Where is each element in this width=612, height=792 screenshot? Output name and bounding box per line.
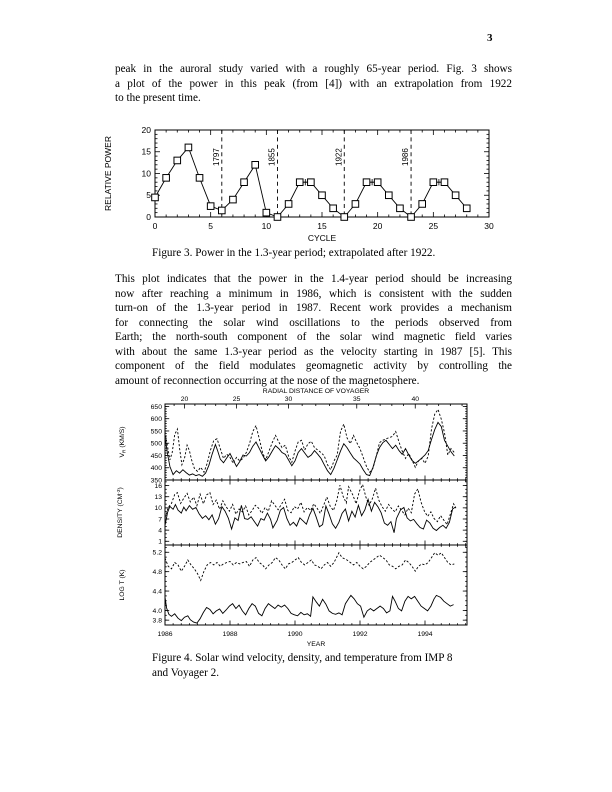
fig3-ytick-label: 5 (146, 190, 151, 201)
fig3-square-marker (241, 179, 248, 186)
fig4-ytick-label: 7 (158, 516, 162, 524)
fig3-square-marker (252, 162, 259, 169)
text-line: component of the field modulates geomagnetic activity by controlling the (115, 360, 512, 372)
fig3-square-marker (163, 175, 170, 182)
fig4-panel-frame (165, 480, 467, 545)
fig4-panel-frame (165, 404, 467, 480)
fig3-square-marker (207, 203, 214, 210)
figure-3-caption: Figure 3. Power in the 1.3-year period; extrapolated after 1922. (152, 247, 436, 259)
fig3-square-marker (274, 214, 281, 221)
fig4-ytick-label: 500 (150, 440, 162, 448)
fig3-square-marker (319, 192, 326, 199)
fig3-plot (103, 125, 494, 243)
fig3-square-marker (419, 201, 426, 208)
fig3-square-marker (463, 205, 470, 212)
text-line: and Voyager 2. (152, 666, 220, 679)
fig3-ytick-label: 10 (141, 168, 151, 179)
fig4-radial-tick-label: 20 (180, 396, 189, 403)
fig4-yaxis-label-density: DENSITY $(CM^{-3})$ (116, 487, 124, 538)
fig4-ytick-label: 16 (154, 482, 162, 490)
fig3-ytick-label: 20 (141, 124, 151, 135)
fig3-square-marker (296, 179, 303, 186)
fig3-square-marker (352, 201, 359, 208)
fig3-event-year-label: 1797 (211, 148, 221, 166)
fig3-event-year-label: 1922 (334, 148, 344, 166)
fig3-event-year-label: 1855 (267, 148, 277, 166)
fig4-xtick-label: 1986 (157, 631, 173, 638)
fig4-radial-tick-label: 40 (411, 396, 420, 403)
fig4-radial-tick-label: 30 (284, 396, 293, 403)
fig4-velocity-series-voyager-2 (165, 422, 454, 476)
figure-4-caption (152, 651, 452, 680)
fig4-ytick-label: 550 (150, 428, 162, 436)
fig4-temperature-series-imp-8 (165, 553, 454, 581)
fig3-xtick-label: 5 (208, 221, 214, 231)
fig3-xtick-label: 15 (317, 221, 327, 231)
fig4-panel-frame (165, 545, 467, 625)
fig4-xtick-label: 1990 (287, 631, 303, 638)
fig4-velocity-series-imp-8 (165, 409, 454, 472)
fig3-event-year-label: 1986 (401, 148, 411, 166)
fig4-radial-tick-label: 25 (232, 396, 241, 403)
fig3-xtick-label: 20 (372, 221, 383, 231)
text-line: Earth; the north-south component of the solar wind magnetic field varies (115, 331, 512, 343)
fig3-xaxis-label: CYCLE (307, 233, 337, 243)
fig3-xtick-label: 30 (484, 221, 494, 231)
fig3-yaxis-label: RELATIVE POWER (103, 136, 113, 211)
fig3-square-marker (452, 192, 459, 199)
fig3-square-marker (408, 214, 415, 221)
text-line: This plot indicates that the power in the 1.4-year period should be increasing (115, 273, 512, 285)
fig3-xtick-label: 0 (152, 221, 158, 231)
fig4-ytick-label: 4 (158, 527, 162, 535)
fig4-ytick-label: 3.8 (152, 617, 162, 625)
fig3-frame (155, 130, 489, 217)
text-line: amount of reconnection occurring at the nose of the magnetosphere. (115, 374, 420, 387)
fig3-square-marker (185, 144, 192, 151)
fig3-square-marker (196, 175, 203, 182)
text-line: turn-on of the 1.3-year period in 1987. Recent work provides a mechanism (115, 302, 512, 314)
figure-4-chart (112, 386, 500, 650)
fig4-ytick-label: 1 (158, 538, 162, 546)
fig4-ytick-label: 4.0 (152, 607, 162, 615)
fig4-xtick-label: 1988 (222, 631, 238, 638)
fig3-square-marker (441, 179, 448, 186)
fig3-xtick-label: 25 (428, 221, 439, 231)
fig4-ytick-label: 600 (150, 416, 162, 424)
fig4-panel-density (116, 480, 467, 546)
fig4-ytick-label: 650 (150, 403, 162, 411)
fig3-square-marker (374, 179, 381, 186)
fig3-square-marker (397, 205, 404, 212)
fig4-density-series-imp-8 (165, 485, 456, 525)
fig3-square-marker (386, 192, 393, 199)
fig3-square-marker (152, 194, 159, 201)
fig4-ytick-label: 4.8 (152, 568, 162, 576)
paragraph-1 (115, 62, 512, 106)
fig4-panel-temperature (119, 545, 467, 625)
fig3-ytick-label: 15 (141, 146, 151, 157)
fig4-xaxis-label: YEAR (306, 641, 326, 648)
fig4-density-series-voyager-2 (165, 499, 456, 532)
fig4-ytick-label: 400 (150, 465, 162, 473)
fig3-square-marker (341, 214, 348, 221)
fig4-yaxis-label-temperature: LOG T (K) (119, 569, 126, 601)
text-line: peak in the auroral study varied with a roughly 65-year period. Fig. 3 shows (115, 63, 512, 75)
fig4-ytick-label: 4.4 (152, 588, 162, 596)
fig3-square-marker (219, 207, 226, 214)
fig3-square-marker (308, 179, 315, 186)
text-line: a plot of the power in this peak (from [4]) with an extrapolation from 1922 (115, 77, 512, 90)
figure-3-chart (97, 121, 495, 247)
fig4-ytick-label: 10 (154, 505, 162, 513)
fig3-ytick-label: 0 (146, 211, 151, 222)
fig3-square-marker (363, 179, 370, 186)
fig4-yaxis-label-velocity: $V_R$ (KM/S) (119, 426, 128, 458)
text-line: for connecting the solar wind oscillations to the periods observed from (115, 316, 512, 329)
fig4-temperature-series-voyager-2 (165, 595, 454, 623)
text-line: Figure 4. Solar wind velocity, density, and temperature from IMP 8 (152, 652, 453, 664)
text-line: to the present time. (115, 92, 201, 104)
fig4-radial-tick-label: 35 (352, 396, 361, 403)
fig3-square-marker (330, 205, 337, 212)
fig3-xtick-label: 10 (261, 221, 272, 231)
fig4-plot (116, 388, 467, 648)
fig4-ytick-label: 350 (150, 477, 162, 485)
fig4-ytick-label: 450 (150, 452, 162, 460)
fig3-square-marker (174, 157, 181, 164)
fig4-xtick-label: 1994 (417, 631, 433, 638)
text-line: with about the same 1.3-year period as the velocity starting in 1987 [5]. This (115, 345, 512, 358)
fig3-square-marker (430, 179, 437, 186)
fig3-square-marker (263, 209, 270, 216)
fig3-square-marker (285, 201, 292, 208)
fig4-top-axis-title: RADIAL DISTANCE OF VOYAGER (262, 388, 370, 395)
text-line: now after reaching a minimum in 1986, which is consistent with the sudden (115, 287, 512, 300)
page-number: 3 (487, 32, 493, 44)
paragraph-2 (115, 272, 512, 388)
fig4-ytick-label: 5.2 (152, 549, 162, 557)
fig3-square-marker (230, 196, 237, 203)
fig4-xtick-label: 1992 (352, 631, 368, 638)
fig4-ytick-label: 13 (154, 494, 162, 502)
fig4-panel-velocity (119, 404, 467, 485)
